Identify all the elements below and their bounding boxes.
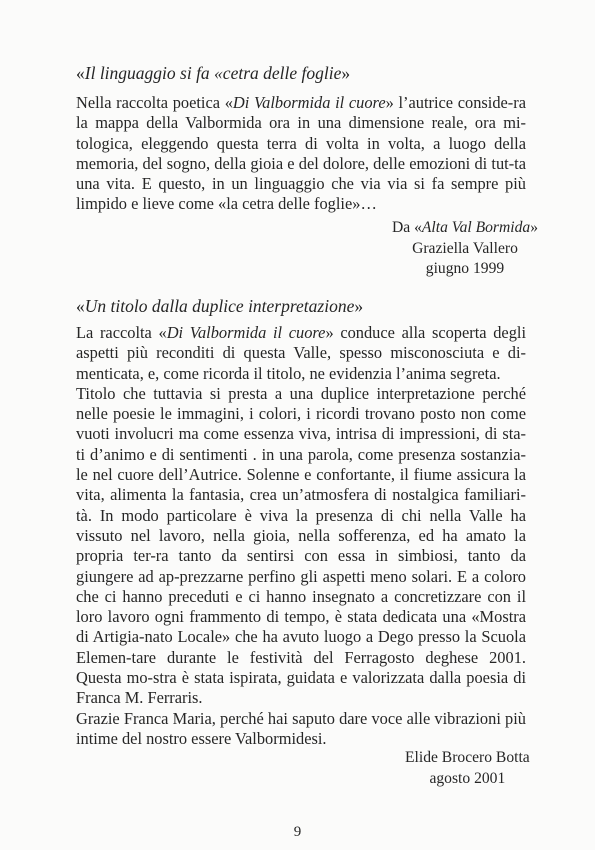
section1-signature [392, 218, 538, 280]
section2-body [76, 323, 526, 749]
section1-paragraph: Nella raccolta poetica «Di Valbormida il cuore» l’autrice conside-ra la mappa della Valbormida ora in una dimensione reale, ora mi-tologica, eleggendo questa terra di volta in volta, a luogo della memoria, del sogno, della gioia e del dolore, delle emozioni di tut-ta una vita. E questo, in un linguaggio che via via si fa sempre più limpido e lieve come «la cetra delle foglie»… [76, 93, 527, 214]
signature-author: Graziella Vallero [412, 239, 518, 257]
section2-paragraph-1: La raccolta «Di Valbormida il cuore» conduce alla scoperta degli aspetti più reconditi di questa Valle, spesso misconosciuta e di-menticata, e, come ricorda il titolo, ne evidenzia l’anima segreta. [76, 323, 527, 383]
section2-paragraph-3: Grazie Franca Maria, perché hai saputo dare voce alle vibrazioni più intime del nostro essere Valbormidesi. [76, 708, 526, 748]
signature-date: giugno 1999 [425, 260, 505, 277]
book-title: Di Valbormida il cuore [232, 93, 386, 112]
signature-date: agosto 2001 [429, 769, 506, 787]
section2-signature [405, 748, 530, 789]
page-number: 9 [293, 824, 302, 840]
section-title-linguaggio: «Il linguaggio si fa «cetra delle foglie» [76, 63, 351, 83]
signature-source: Da «Alta Val Bormida» [392, 219, 538, 236]
section-title-duplice: «Un titolo dalla duplice interpretazione» [76, 296, 364, 316]
section2-paragraph-2: Titolo che tuttavia si presta a una duplice interpretazione perché nelle poesie le immagini, i colori, i ricordi trovano posto non come vuoti involucri ma come essenza viva, intrisa di impressioni, di sta-ti d’animo e di sentimenti . in una parola, come presenza sostanzia-le nel cuore dell’Autrice. Solenne e confortante, il fiume assicura la vita, alimenta la fantasia, crea un’atmosfera di nostalgica familiari-tà. In modo particolare è viva la presenza di chi nella Valle ha vissuto nel lavoro, nella gioia, nella sofferenza, ed ha amato la propria ter-ra tanto da sentirsi con essa in simbiosi, tanto da giungere ad ap-prezzarne perfino gli aspetti meno solari. E a coloro che ci hanno preceduti e ci hanno insegnato a concretizzare con il loro lavoro ogni frammento di tempo, è stata dedicata una «Mostra di Artigia-nato Locale» che ha avuto luogo a Dego presso la Scuola Elemen-tare durante le festività del Ferragosto deghese 2001. Questa mo-stra è stata ispirata, guidata e valorizzata dalla poesia di Franca M. Ferraris. [76, 383, 526, 708]
section1-body [76, 93, 526, 215]
signature-author: Elide Brocero Botta [405, 749, 530, 766]
book-title: Di Valbormida il cuore [166, 323, 326, 342]
